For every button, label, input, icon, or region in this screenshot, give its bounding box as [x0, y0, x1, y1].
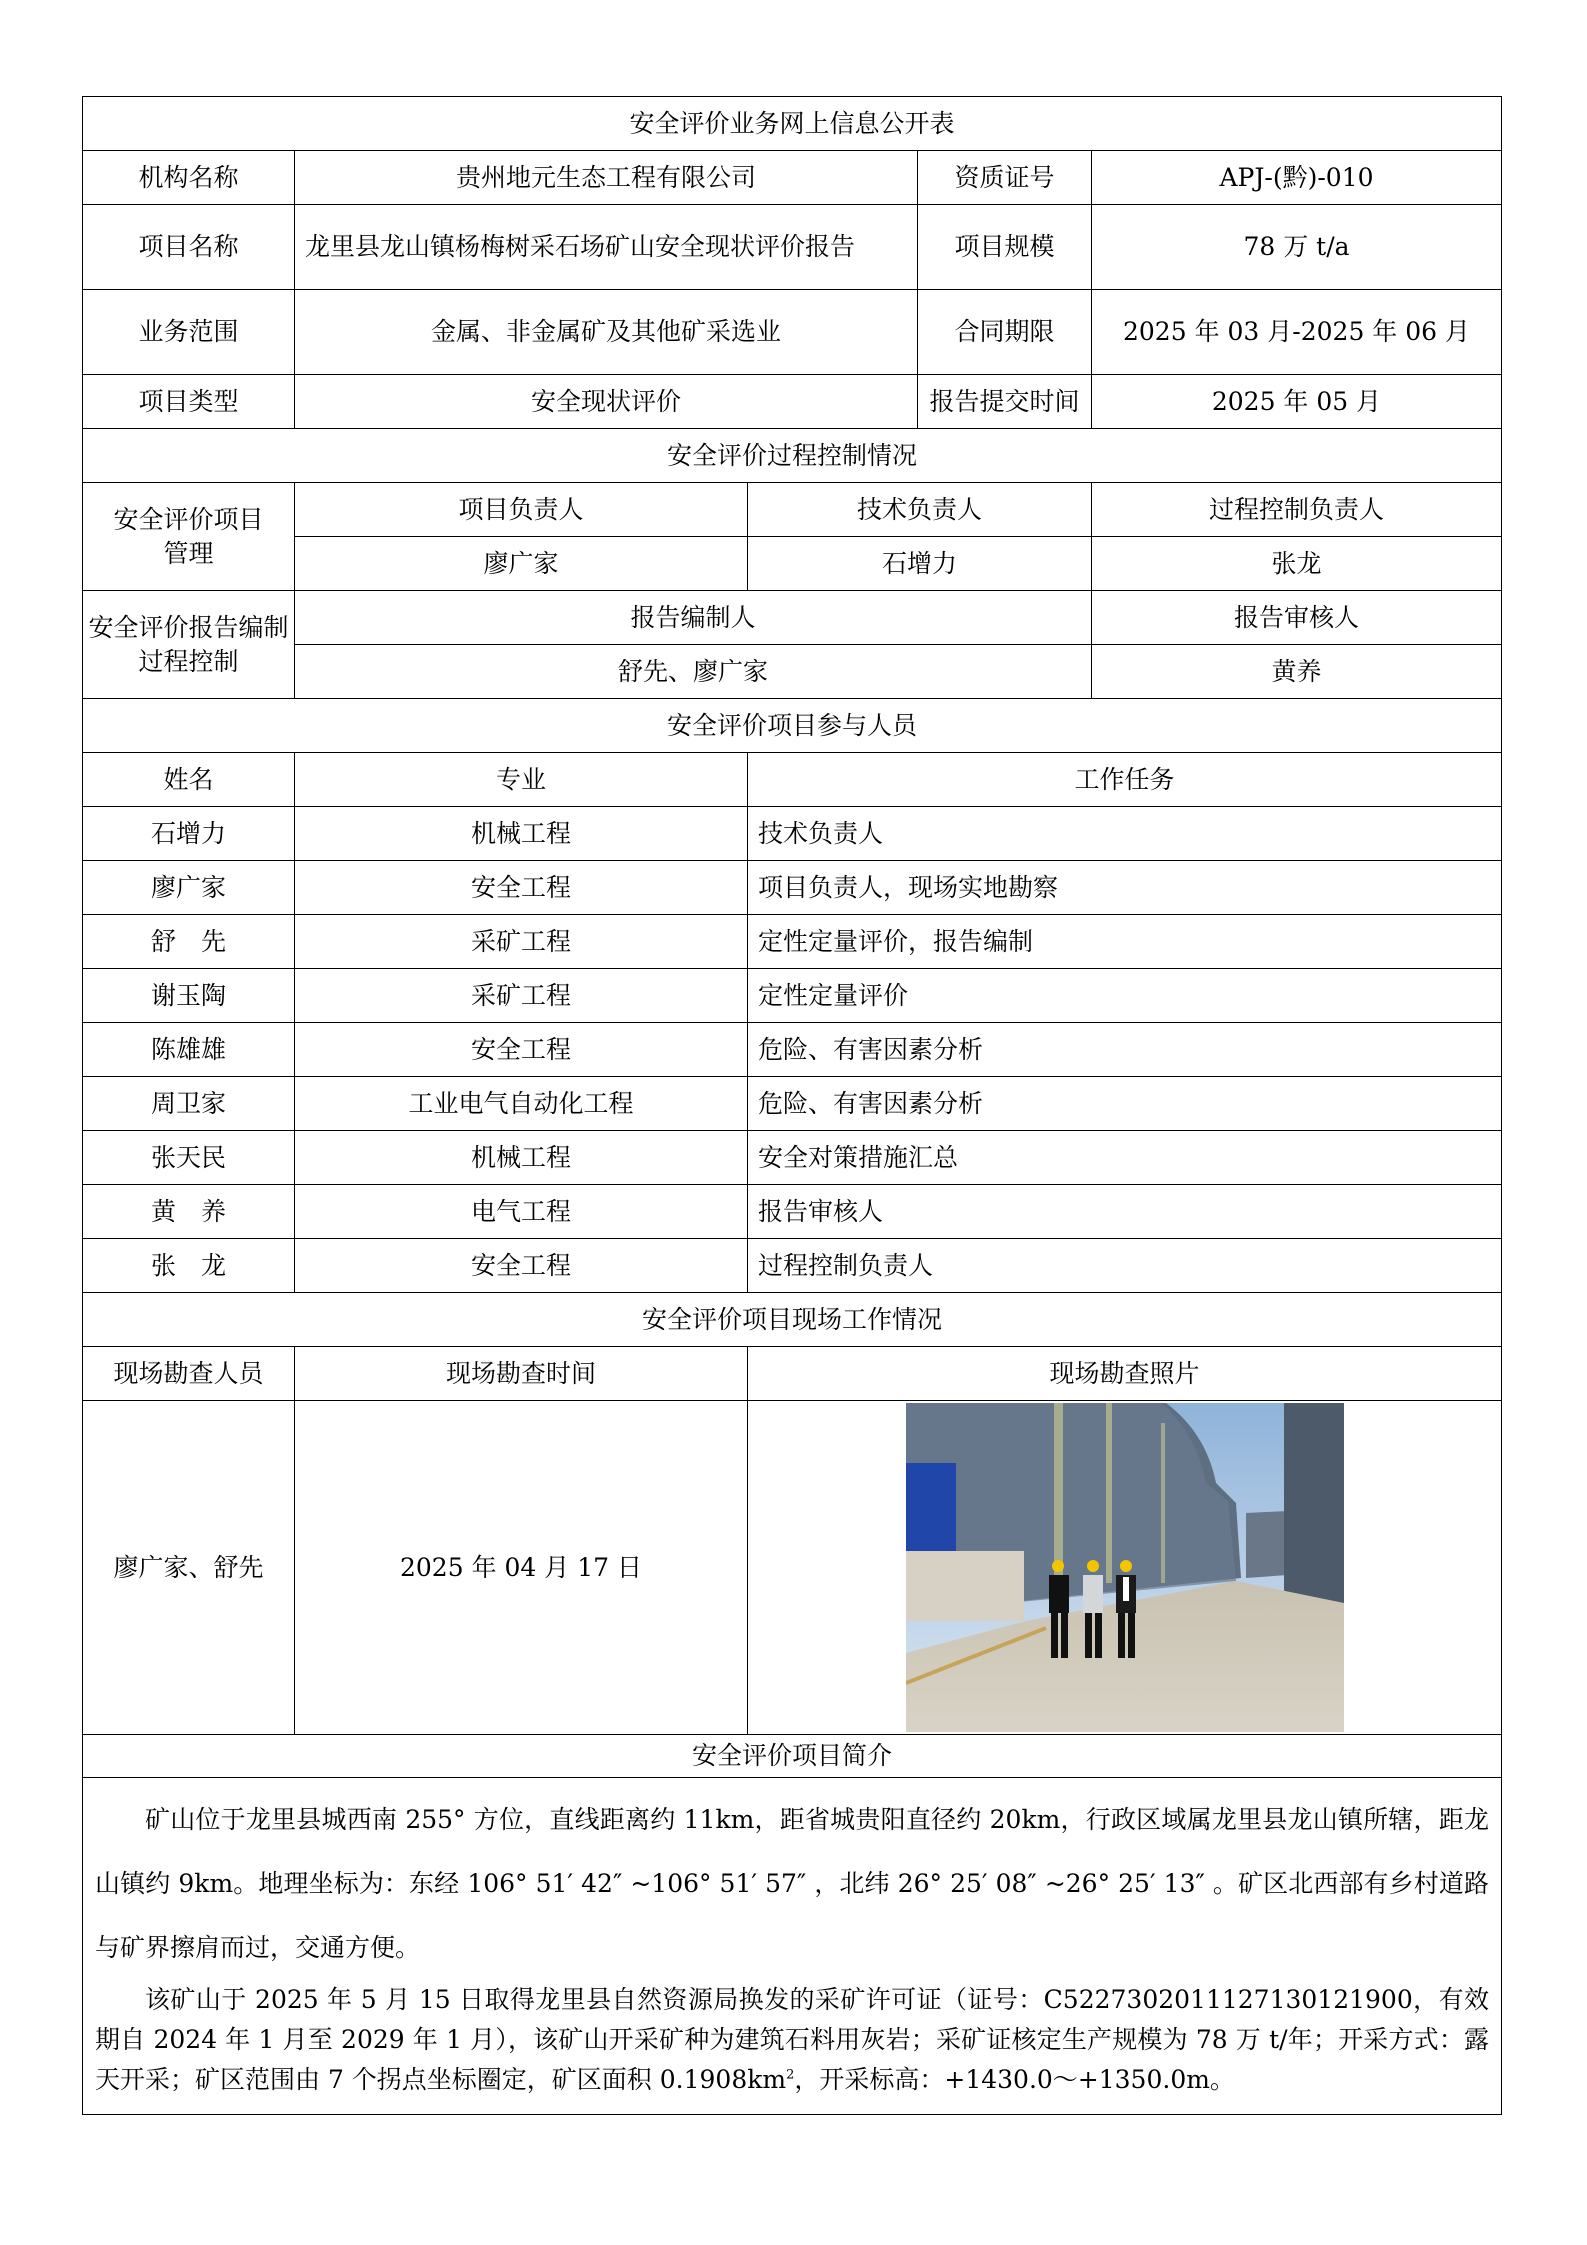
intro-paragraph-2-tail: ，开采标高：+1430.0～+1350.0m。 — [794, 2065, 1235, 2094]
participant-task: 过程控制负责人 — [748, 1239, 1502, 1293]
contract-label: 合同期限 — [918, 290, 1092, 375]
participant-name: 石增力 — [83, 807, 295, 861]
contract-value: 2025 年 03 月-2025 年 06 月 — [1092, 290, 1502, 375]
site-header: 现场勘查人员 — [83, 1347, 295, 1401]
page-title: 安全评价业务网上信息公开表 — [83, 97, 1502, 151]
participant-major: 工业电气自动化工程 — [295, 1077, 748, 1131]
intro-paragraph-2-text: 该矿山于 2025 年 5 月 15 日取得龙里县自然资源局换发的采矿许可证（证号：C5227302011127130121900，有效期自 2024 年 1 月至 2029 年 1 月），该矿山开采矿种为建筑石料用灰岩；采矿证核定生产规模为 78 万 t/年；开采方式：露天开采；矿区范围由 7 个拐点坐标圈定，矿区面积 0.1908km — [95, 1985, 1489, 2094]
participant-task: 定性定量评价，报告编制 — [748, 915, 1502, 969]
report-header: 报告编制人 — [295, 591, 1092, 645]
site-work-title: 安全评价项目现场工作情况 — [83, 1293, 1502, 1347]
report-control-label: 安全评价报告编制过程控制 — [83, 591, 295, 699]
type-value: 安全现状评价 — [295, 375, 918, 429]
project-label: 项目名称 — [83, 205, 295, 290]
intro-title: 安全评价项目简介 — [83, 1735, 1502, 1778]
intro-body — [83, 1778, 1502, 2115]
table-row — [83, 969, 1502, 1023]
participant-name: 陈雄雄 — [83, 1023, 295, 1077]
intro-paragraph-1: 矿山位于龙里县城西南 255° 方位，直线距离约 11km，距省城贵阳直径约 20km，行政区域属龙里县龙山镇所辖，距龙山镇约 9km。地理坐标为：东经 106° 51′ 42″ ~106° 51′ 57″ ，北纬 26° 25′ 08″ ~26° 25′ 13″ 。矿区北西部有乡村道路与矿界擦肩而过，交通方便。 — [95, 1805, 1489, 1962]
scale-value: 78 万 t/a — [1092, 205, 1502, 290]
participant-name: 舒 先 — [83, 915, 295, 969]
scope-label: 业务范围 — [83, 290, 295, 375]
participants-header: 工作任务 — [748, 753, 1502, 807]
participant-rows — [83, 807, 1502, 1293]
participant-task: 定性定量评价 — [748, 969, 1502, 1023]
pm-value: 石增力 — [748, 537, 1092, 591]
org-label: 机构名称 — [83, 151, 295, 205]
process-control-title: 安全评价过程控制情况 — [83, 429, 1502, 483]
participants-header: 专业 — [295, 753, 748, 807]
submit-label: 报告提交时间 — [918, 375, 1092, 429]
participant-name: 谢玉陶 — [83, 969, 295, 1023]
participant-name: 廖广家 — [83, 861, 295, 915]
participant-major: 电气工程 — [295, 1185, 748, 1239]
pm-label: 安全评价项目管理 — [83, 483, 295, 591]
scope-value: 金属、非金属矿及其他矿采选业 — [295, 290, 918, 375]
pm-header: 技术负责人 — [748, 483, 1092, 537]
participant-task: 技术负责人 — [748, 807, 1502, 861]
site-header: 现场勘查照片 — [748, 1347, 1502, 1401]
table-row — [83, 1077, 1502, 1131]
participant-task: 报告审核人 — [748, 1185, 1502, 1239]
submit-value: 2025 年 05 月 — [1092, 375, 1502, 429]
org-value: 贵州地元生态工程有限公司 — [295, 151, 918, 205]
participants-header: 姓名 — [83, 753, 295, 807]
participant-name: 黄 养 — [83, 1185, 295, 1239]
disclosure-table — [82, 96, 1502, 2115]
table-row — [83, 1023, 1502, 1077]
scale-label: 项目规模 — [918, 205, 1092, 290]
site-date: 2025 年 04 月 17 日 — [295, 1401, 748, 1735]
site-header: 现场勘查时间 — [295, 1347, 748, 1401]
table-row — [83, 1185, 1502, 1239]
participant-task: 危险、有害因素分析 — [748, 1077, 1502, 1131]
participant-name: 张 龙 — [83, 1239, 295, 1293]
pm-value: 廖广家 — [295, 537, 748, 591]
report-value: 舒先、廖广家 — [295, 645, 1092, 699]
table-row — [83, 915, 1502, 969]
site-photo — [906, 1403, 1344, 1732]
participant-major: 采矿工程 — [295, 915, 748, 969]
site-photo-cell — [748, 1401, 1502, 1735]
participant-task: 项目负责人，现场实地勘察 — [748, 861, 1502, 915]
site-personnel: 廖广家、舒先 — [83, 1401, 295, 1735]
participant-major: 安全工程 — [295, 861, 748, 915]
participants-title: 安全评价项目参与人员 — [83, 699, 1502, 753]
cert-value: APJ-(黔)-010 — [1092, 151, 1502, 205]
participant-major: 安全工程 — [295, 1023, 748, 1077]
participant-task: 安全对策措施汇总 — [748, 1131, 1502, 1185]
table-row — [83, 1131, 1502, 1185]
project-value: 龙里县龙山镇杨梅树采石场矿山安全现状评价报告 — [295, 205, 918, 290]
report-value: 黄养 — [1092, 645, 1502, 699]
pm-value: 张龙 — [1092, 537, 1502, 591]
participant-major: 采矿工程 — [295, 969, 748, 1023]
area-superscript: 2 — [786, 2067, 795, 2083]
participant-task: 危险、有害因素分析 — [748, 1023, 1502, 1077]
participant-major: 机械工程 — [295, 807, 748, 861]
participant-major: 安全工程 — [295, 1239, 748, 1293]
cert-label: 资质证号 — [918, 151, 1092, 205]
participant-name: 周卫家 — [83, 1077, 295, 1131]
pm-header: 过程控制负责人 — [1092, 483, 1502, 537]
type-label: 项目类型 — [83, 375, 295, 429]
table-row — [83, 1239, 1502, 1293]
report-header: 报告审核人 — [1092, 591, 1502, 645]
pm-header: 项目负责人 — [295, 483, 748, 537]
intro-paragraph-2 — [95, 1980, 1489, 2100]
participant-major: 机械工程 — [295, 1131, 748, 1185]
participant-name: 张天民 — [83, 1131, 295, 1185]
table-row — [83, 861, 1502, 915]
table-row — [83, 807, 1502, 861]
